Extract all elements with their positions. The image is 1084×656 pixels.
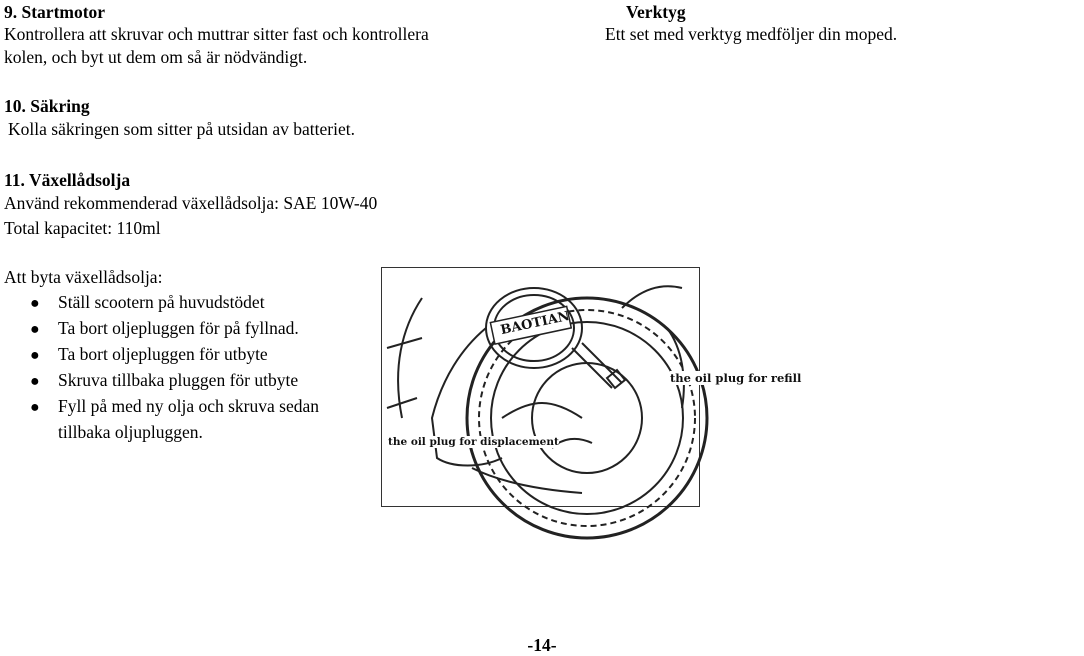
section-10-heading: 10. Säkring [4, 96, 90, 116]
displacement-plug-label: the oil plug for displacement [388, 436, 559, 448]
step-item: ● Skruva tillbaka pluggen för utbyte [30, 367, 319, 393]
bullet-icon: ● [30, 399, 40, 416]
oil-change-intro: Att byta växellådsolja: [4, 267, 163, 287]
step-item: ● Ställ scootern på huvudstödet [30, 289, 319, 315]
total-capacity: Total kapacitet: 110ml [4, 218, 161, 238]
bullet-icon: ● [30, 373, 40, 390]
section-11-heading: 11. Växellådsolja [4, 170, 131, 190]
section-9-line-2: kolen, och byt ut dem om så är nödvändigt. [4, 47, 308, 67]
section-10-text: Kolla säkringen som sitter på utsidan av batteriet. [8, 119, 355, 139]
step-item: ● Fyll på med ny olja och skruva sedan [30, 393, 319, 419]
step-item: ● Ta bort oljepluggen för utbyte [30, 341, 319, 367]
section-9-heading: 9. Startmotor [4, 2, 106, 22]
oil-plug-diagram [381, 267, 802, 507]
bullet-icon: ● [30, 295, 40, 312]
refill-plug-label: the oil plug for refill [670, 371, 802, 385]
section-9-line-1: Kontrollera att skruvar och muttrar sitter fast och kontrollera [4, 24, 429, 44]
page-number: -14- [527, 635, 557, 655]
tools-heading: Verktyg [626, 2, 686, 22]
step-item: ● Ta bort oljepluggen för på fyllnad. [30, 315, 319, 341]
brand-label: BAOTIAN [499, 308, 571, 339]
tools-text: Ett set med verktyg medföljer din moped. [605, 24, 898, 44]
step-item-continuation: tillbaka oljupluggen. [58, 422, 203, 442]
bullet-icon: ● [30, 321, 40, 338]
oil-change-steps [30, 289, 319, 445]
engine-drawing [382, 268, 698, 505]
gear-oil-recommendation: Använd rekommenderad växellådsolja: SAE 10W-40 [4, 193, 378, 213]
bullet-icon: ● [30, 347, 40, 364]
